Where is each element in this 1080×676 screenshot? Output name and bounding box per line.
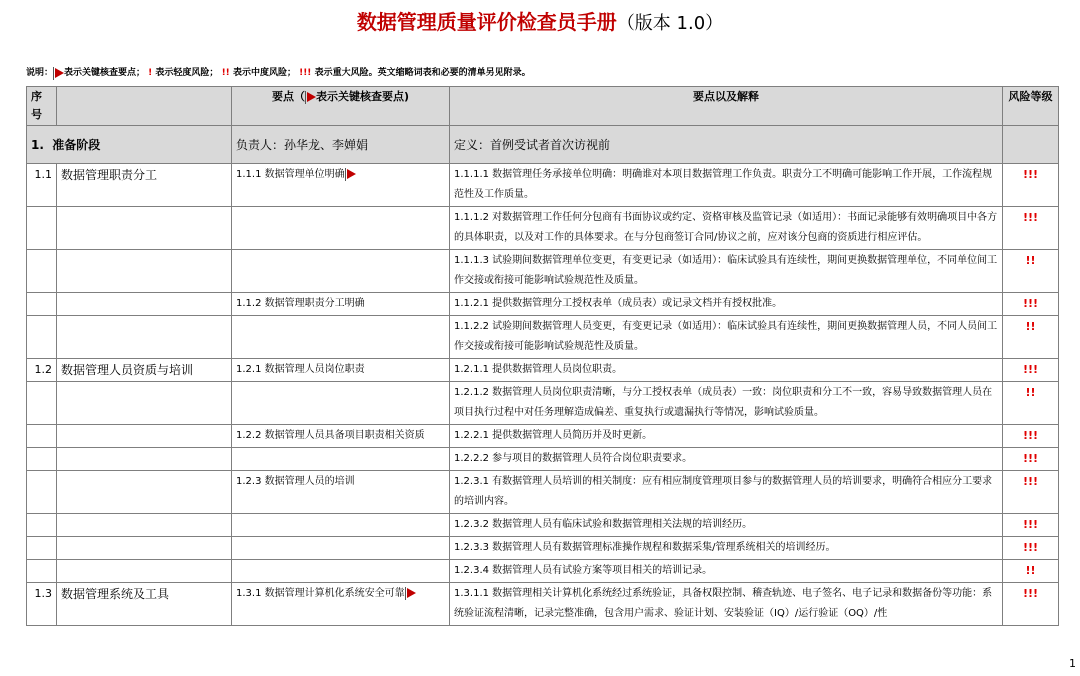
row-index bbox=[27, 382, 57, 425]
row-category bbox=[57, 164, 232, 207]
row-category bbox=[57, 293, 232, 316]
legend-moderate-mark: !! bbox=[221, 68, 230, 78]
row-point bbox=[232, 560, 450, 583]
row-point bbox=[232, 471, 450, 514]
row-category bbox=[57, 207, 232, 250]
row-point bbox=[232, 382, 450, 425]
row-index bbox=[27, 560, 57, 583]
row-explanation-text: 1.1.2.2 试验期间数据管理人员变更，有变更记录（如适用）：临床试验具有连续性，期间更换数据管理人员，不同人员间工作交接或衔接可能影响试验规范性及质量。 bbox=[454, 321, 998, 352]
row-category-text: 数据管理职责分工 bbox=[61, 168, 158, 182]
legend-prefix: 说明： bbox=[26, 68, 54, 78]
row-risk-level-text: !!! bbox=[1022, 211, 1039, 224]
row-risk-level bbox=[1003, 560, 1059, 583]
table-row bbox=[27, 583, 1059, 626]
red-flag-icon bbox=[407, 588, 416, 598]
table-header-row bbox=[27, 87, 1059, 126]
row-index-text: 1.2 bbox=[34, 363, 52, 376]
row-risk-level bbox=[1003, 471, 1059, 514]
row-explanation-text: 1.2.3.2 数据管理人员有临床试验和数据管理相关法规的培训经历。 bbox=[454, 519, 753, 530]
row-index bbox=[27, 583, 57, 626]
row-explanation bbox=[450, 425, 1003, 448]
row-category bbox=[57, 448, 232, 471]
row-index-text: 1.3 bbox=[34, 587, 52, 600]
header-num: 序号 bbox=[27, 87, 57, 126]
row-explanation bbox=[450, 537, 1003, 560]
row-risk-level bbox=[1003, 583, 1059, 626]
row-point-text: 1.1.2 数据管理职责分工明确 bbox=[236, 298, 365, 309]
section-row bbox=[27, 126, 1059, 164]
row-index bbox=[27, 207, 57, 250]
row-index bbox=[27, 537, 57, 560]
row-risk-level bbox=[1003, 382, 1059, 425]
row-category bbox=[57, 382, 232, 425]
red-flag-icon bbox=[55, 68, 64, 78]
header-point-post: 表示关键核查要点) bbox=[315, 90, 410, 103]
row-explanation bbox=[450, 359, 1003, 382]
header-risk: 风险等级 bbox=[1003, 87, 1059, 126]
row-risk-level bbox=[1003, 359, 1059, 382]
row-index bbox=[27, 359, 57, 382]
row-explanation-text: 1.3.1.1 数据管理相关计算机化系统经过系统验证，具备权限控制、稽查轨迹、电子签名、电子记录和数据备份等功能：系统验证流程清晰，记录完整准确，包含用户需求、验证计划、安装验证（IQ）/运行验证（OQ）/性 bbox=[454, 588, 993, 619]
row-risk-level bbox=[1003, 250, 1059, 293]
row-risk-level-text: !!! bbox=[1022, 475, 1039, 488]
row-point bbox=[232, 316, 450, 359]
row-risk-level-text: !!! bbox=[1022, 587, 1039, 600]
row-explanation-text: 1.2.2.1 提供数据管理人员简历并及时更新。 bbox=[454, 430, 653, 441]
row-explanation-text: 1.1.1.2 对数据管理工作任何分包商有书面协议或约定、资格审核及监管记录（如适用）：书面记录能够有效明确项目中各方的具体职责，以及对工作的具体要求。在与分包商签订合同/协议之前，应对该分包商的资质进行相应评估。 bbox=[454, 212, 998, 243]
row-risk-level-text: !! bbox=[1025, 564, 1036, 577]
row-risk-level-text: !!! bbox=[1022, 297, 1039, 310]
row-index bbox=[27, 316, 57, 359]
row-category bbox=[57, 537, 232, 560]
row-risk-level-text: !!! bbox=[1022, 168, 1039, 181]
legend-severe-text: 表示重大风险。英文缩略词表和必要的清单另见附录。 bbox=[314, 68, 531, 78]
row-category-text: 数据管理系统及工具 bbox=[61, 587, 170, 601]
row-explanation-text: 1.1.1.3 试验期间数据管理单位变更，有变更记录（如适用）：临床试验具有连续性，期间更换数据管理单位，不同单位间工作交接或衔接可能影响试验规范性及质量。 bbox=[454, 255, 998, 286]
legend-mild-mark: ! bbox=[148, 68, 153, 78]
row-explanation-text: 1.2.1.2 数据管理人员岗位职责清晰，与分工授权表单（成员表）一致：岗位职责和分工不一致，容易导致数据管理人员在项目执行过程中对任务理解造成偏差、重复执行或遗漏执行等情况，影响试验质量。 bbox=[454, 387, 993, 418]
table-row bbox=[27, 164, 1059, 207]
table-row bbox=[27, 448, 1059, 471]
legend-moderate-text: 表示中度风险； bbox=[232, 68, 296, 78]
legend-key-text: 表示关键核查要点； bbox=[64, 68, 146, 78]
row-explanation-text: 1.2.3.4 数据管理人员有试验方案等项目相关的培训记录。 bbox=[454, 565, 713, 576]
row-point-text: 1.2.1 数据管理人员岗位职责 bbox=[236, 364, 365, 375]
row-category bbox=[57, 583, 232, 626]
row-point bbox=[232, 537, 450, 560]
row-explanation-text: 1.1.1.1 数据管理任务承接单位明确：明确谁对本项目数据管理工作负责。职责分工不明确可能影响工作开展，工作流程规范性及工作质量。 bbox=[454, 169, 993, 200]
row-point bbox=[232, 359, 450, 382]
table-row bbox=[27, 560, 1059, 583]
row-point-text: 1.3.1 数据管理计算机化系统安全可靠 bbox=[236, 588, 405, 599]
legend-mild-text: 表示轻度风险； bbox=[155, 68, 219, 78]
row-point bbox=[232, 293, 450, 316]
section-title: 准备阶段 bbox=[52, 138, 101, 152]
red-flag-icon bbox=[347, 169, 356, 179]
table-row bbox=[27, 207, 1059, 250]
row-explanation bbox=[450, 583, 1003, 626]
header-empty bbox=[57, 87, 232, 126]
row-category bbox=[57, 425, 232, 448]
row-explanation-text: 1.2.1.1 提供数据管理人员岗位职责。 bbox=[454, 364, 623, 375]
page-number: 1 bbox=[1069, 657, 1076, 670]
row-risk-level-text: !! bbox=[1025, 254, 1036, 267]
row-risk-level bbox=[1003, 316, 1059, 359]
table-row bbox=[27, 316, 1059, 359]
row-risk-level-text: !!! bbox=[1022, 541, 1039, 554]
row-index bbox=[27, 164, 57, 207]
row-index bbox=[27, 514, 57, 537]
title-version: （版本 1.0） bbox=[616, 13, 724, 34]
row-point bbox=[232, 164, 450, 207]
table-row bbox=[27, 514, 1059, 537]
row-explanation-text: 1.2.3.3 数据管理人员有数据管理标准操作规程和数据采集/管理系统相关的培训经历。 bbox=[454, 542, 836, 553]
section-name bbox=[27, 126, 232, 164]
section-risk-empty bbox=[1003, 126, 1059, 164]
row-category bbox=[57, 316, 232, 359]
table-row bbox=[27, 382, 1059, 425]
row-point bbox=[232, 207, 450, 250]
row-risk-level bbox=[1003, 448, 1059, 471]
row-point bbox=[232, 250, 450, 293]
title-main: 数据管理质量评价检查员手册 bbox=[356, 10, 617, 34]
row-explanation-text: 1.1.2.1 提供数据管理分工授权表单（成员表）或记录文档并有授权批准。 bbox=[454, 298, 783, 309]
row-index bbox=[27, 250, 57, 293]
row-index bbox=[27, 448, 57, 471]
document-title bbox=[0, 8, 1080, 38]
row-point bbox=[232, 448, 450, 471]
row-risk-level-text: !!! bbox=[1022, 452, 1039, 465]
row-category bbox=[57, 514, 232, 537]
row-explanation bbox=[450, 382, 1003, 425]
row-category bbox=[57, 560, 232, 583]
row-category bbox=[57, 359, 232, 382]
row-risk-level-text: !!! bbox=[1022, 429, 1039, 442]
row-explanation bbox=[450, 293, 1003, 316]
row-explanation bbox=[450, 471, 1003, 514]
section-definition: 定义：首例受试者首次访视前 bbox=[450, 126, 1003, 164]
row-point bbox=[232, 583, 450, 626]
row-index bbox=[27, 471, 57, 514]
row-risk-level bbox=[1003, 425, 1059, 448]
row-risk-level-text: !!! bbox=[1022, 363, 1039, 376]
row-index-text: 1.1 bbox=[34, 168, 52, 181]
table-row bbox=[27, 359, 1059, 382]
row-risk-level bbox=[1003, 514, 1059, 537]
row-point-text: 1.2.3 数据管理人员的培训 bbox=[236, 476, 355, 487]
row-explanation bbox=[450, 250, 1003, 293]
row-explanation bbox=[450, 448, 1003, 471]
row-explanation bbox=[450, 560, 1003, 583]
row-explanation-text: 1.2.3.1 有数据管理人员培训的相关制度：应有相应制度管理项目参与的数据管理人员的培训要求，明确符合相应分工要求的培训内容。 bbox=[454, 476, 993, 507]
table-row bbox=[27, 293, 1059, 316]
row-point bbox=[232, 425, 450, 448]
header-point-pre: 要点（ bbox=[271, 90, 305, 103]
legend-severe-mark: !!! bbox=[299, 68, 312, 78]
row-explanation-text: 1.2.2.2 参与项目的数据管理人员符合岗位职责要求。 bbox=[454, 453, 693, 464]
row-explanation bbox=[450, 207, 1003, 250]
row-risk-level bbox=[1003, 537, 1059, 560]
row-index bbox=[27, 293, 57, 316]
table-row bbox=[27, 471, 1059, 514]
row-risk-level bbox=[1003, 293, 1059, 316]
row-point bbox=[232, 514, 450, 537]
row-point-text: 1.2.2 数据管理人员具备项目职责相关资质 bbox=[236, 430, 425, 441]
row-explanation bbox=[450, 164, 1003, 207]
checklist-table bbox=[26, 86, 1059, 626]
red-flag-icon bbox=[307, 92, 316, 102]
row-risk-level bbox=[1003, 207, 1059, 250]
table-row bbox=[27, 425, 1059, 448]
row-risk-level-text: !! bbox=[1025, 320, 1036, 333]
row-explanation bbox=[450, 316, 1003, 359]
row-index bbox=[27, 425, 57, 448]
row-point-text: 1.1.1 数据管理单位明确 bbox=[236, 169, 345, 180]
row-explanation bbox=[450, 514, 1003, 537]
row-category bbox=[57, 471, 232, 514]
table-row bbox=[27, 537, 1059, 560]
row-category-text: 数据管理人员资质与培训 bbox=[61, 363, 194, 377]
header-point bbox=[232, 87, 450, 126]
header-explain: 要点以及解释 bbox=[450, 87, 1003, 126]
section-owner: 负责人：孙华龙、李婵娟 bbox=[232, 126, 450, 164]
row-risk-level-text: !!! bbox=[1022, 518, 1039, 531]
row-category bbox=[57, 250, 232, 293]
legend bbox=[26, 66, 531, 80]
section-num: 1. bbox=[31, 138, 44, 152]
table-row bbox=[27, 250, 1059, 293]
row-risk-level-text: !! bbox=[1025, 386, 1036, 399]
row-risk-level bbox=[1003, 164, 1059, 207]
